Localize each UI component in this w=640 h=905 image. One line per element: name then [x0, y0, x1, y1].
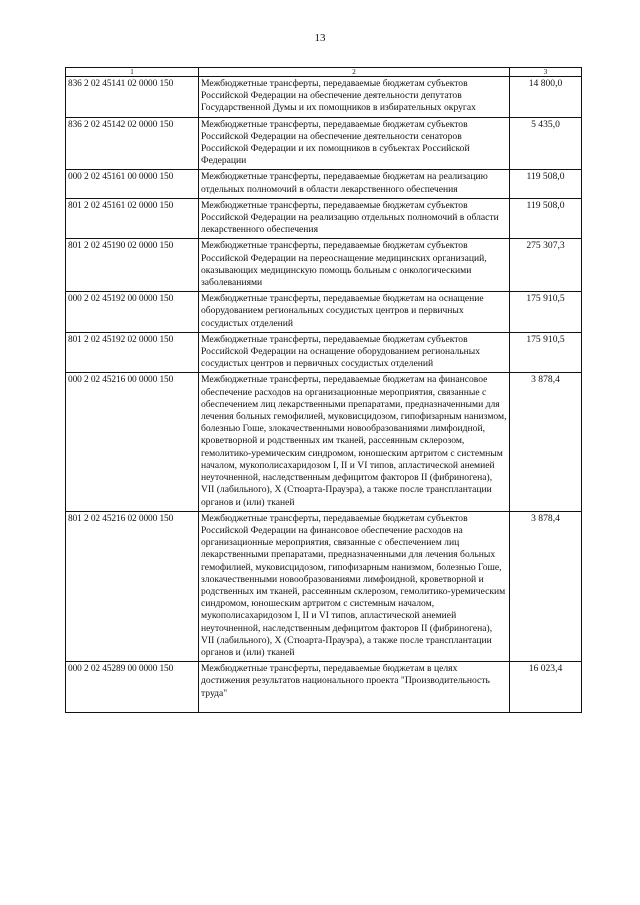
table-row	[66, 662, 582, 713]
row-amount: 5 435,0	[510, 117, 582, 170]
table-row	[66, 373, 582, 511]
row-name: Межбюджетные трансферты, передаваемые бюджетам субъектов Российской Федерации на финансовое обеспечение расходов на организационные мероприятия, связанные с обеспечением лиц лекарственными препаратами, предназначенными для лечения больных гемофилией, муковисцидозом, гипофизарным нанизмом, болезнью Гоше, злокачественными новообразованиями лимфоидной, кроветворной и родственных им тканей, рассеянным склерозом, гемолитико-уремическим синдромом, юношеским артритом с системным началом, мукополисахаридозом I, II и VI типов, апластической анемией неуточненной, наследственным дефицитом факторов II (фибриногена), VII (лабильного), X (Стюарта-Прауэра), а также после трансплантации органов и (или) тканей	[199, 511, 510, 661]
row-code: 000 2 02 45289 00 0000 150	[66, 662, 199, 713]
row-amount: 16 023,4	[510, 662, 582, 713]
row-name: Межбюджетные трансферты, передаваемые бюджетам на финансовое обеспечение расходов на организационные мероприятия, связанные с обеспечением лиц лекарственными препаратами, предназначенными для лечения больных гемофилией, муковисцидозом, гипофизарным нанизмом, болезнью Гоше, злокачественными новообразованиями лимфоидной, кроветворной и родственных им тканей, рассеянным склерозом, гемолитико-уремическим синдромом, юношеским артритом с системным началом, мукополисахаридозом I, II и VI типов, апластической анемией неуточненной, наследственным дефицитом факторов II (фибриногена), VII (лабильного), X (Стюарта-Прауэра), а также после трансплантации органов и (или) тканей	[199, 373, 510, 511]
row-code: 836 2 02 45142 02 0000 150	[66, 117, 199, 170]
row-name: Межбюджетные трансферты, передаваемые бюджетам субъектов Российской Федерации на переоснащение медицинских организаций, оказывающих медицинскую помощь больным с онкологическими заболеваниями	[199, 239, 510, 292]
page-number: 13	[314, 32, 326, 44]
row-amount: 3 878,4	[510, 373, 582, 511]
budget-table	[65, 67, 582, 713]
table-row	[66, 170, 582, 198]
row-amount: 175 910,5	[510, 332, 582, 373]
row-amount: 3 878,4	[510, 511, 582, 661]
table-row	[66, 511, 582, 661]
row-code: 000 2 02 45192 00 0000 150	[66, 292, 199, 333]
row-code: 801 2 02 45190 02 0000 150	[66, 239, 199, 292]
table-header-row	[66, 68, 582, 77]
row-name: Межбюджетные трансферты, передаваемые бюджетам на реализацию отдельных полномочий в области лекарственного обеспечения	[199, 170, 510, 198]
row-amount: 175 910,5	[510, 292, 582, 333]
row-code: 000 2 02 45216 00 0000 150	[66, 373, 199, 511]
row-name: Межбюджетные трансферты, передаваемые бюджетам субъектов Российской Федерации на реализацию отдельных полномочий в области лекарственного обеспечения	[199, 198, 510, 239]
column-header-name: 2	[199, 68, 510, 77]
row-amount: 14 800,0	[510, 77, 582, 118]
row-code: 801 2 02 45216 02 0000 150	[66, 511, 199, 661]
row-amount: 119 508,0	[510, 170, 582, 198]
row-code: 836 2 02 45141 02 0000 150	[66, 77, 199, 118]
row-name: Межбюджетные трансферты, передаваемые бюджетам субъектов Российской Федерации на оснащение оборудованием региональных сосудистых центров и первичных сосудистых отделений	[199, 332, 510, 373]
row-name: Межбюджетные трансферты, передаваемые бюджетам субъектов Российской Федерации на обеспечение деятельности сенаторов Российской Федерации и их помощников в субъектах Российской Федерации	[199, 117, 510, 170]
table-row	[66, 332, 582, 373]
table-row	[66, 198, 582, 239]
column-header-amount: 3	[510, 68, 582, 77]
table-row	[66, 77, 582, 118]
row-name: Межбюджетные трансферты, передаваемые бюджетам субъектов Российской Федерации на обеспечение деятельности депутатов Государственной Думы и их помощников в избирательных округах	[199, 77, 510, 118]
row-amount: 119 508,0	[510, 198, 582, 239]
column-header-code: 1	[66, 68, 199, 77]
row-code: 801 2 02 45161 02 0000 150	[66, 198, 199, 239]
table-row	[66, 239, 582, 292]
row-amount: 275 307,3	[510, 239, 582, 292]
row-code: 000 2 02 45161 00 0000 150	[66, 170, 199, 198]
row-name: Межбюджетные трансферты, передаваемые бюджетам на оснащение оборудованием региональных сосудистых центров и первичных сосудистых отделений	[199, 292, 510, 333]
table-row	[66, 292, 582, 333]
row-code: 801 2 02 45192 02 0000 150	[66, 332, 199, 373]
row-name: Межбюджетные трансферты, передаваемые бюджетам в целях достижения результатов национального проекта "Производительность труда"	[199, 662, 510, 713]
table-row	[66, 117, 582, 170]
